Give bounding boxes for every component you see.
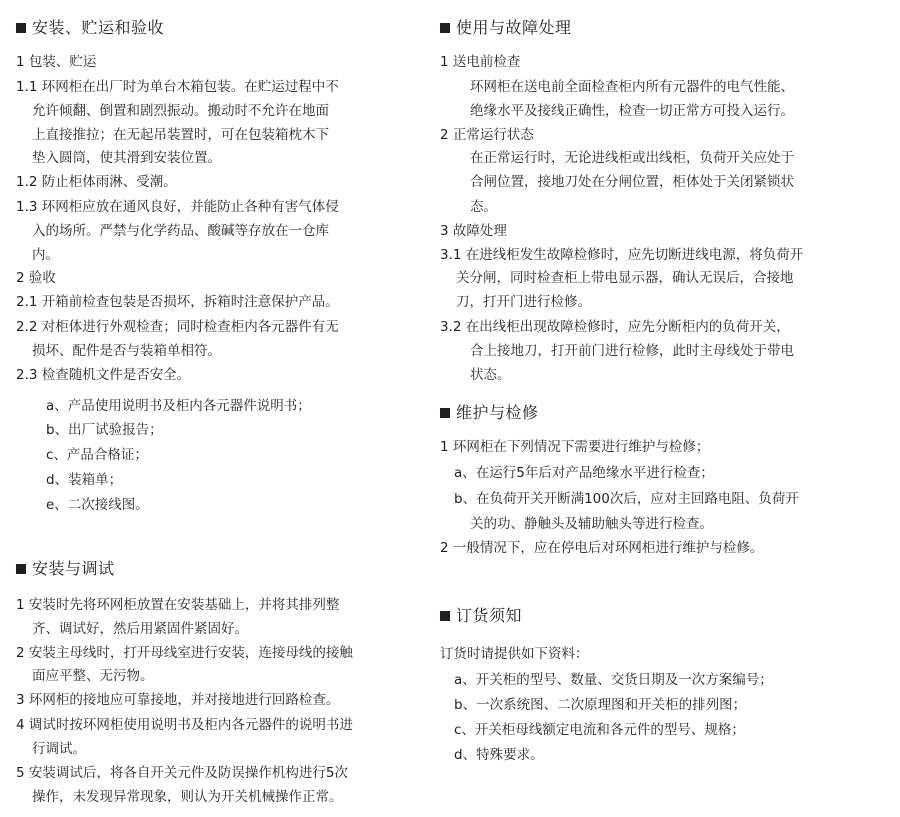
section-title-install-debug: 安装与调试	[16, 558, 115, 580]
list-item: 入的场所。严禁与化学药品、酸碱等存放在一仓库	[32, 223, 329, 239]
list-item: 垫入圆筒，使其滑到安装位置。	[32, 150, 221, 166]
square-bullet-icon	[16, 564, 26, 574]
list-item: b、一次系统图、二次原理图和开关柜的排列图；	[454, 697, 747, 713]
list-item: b、出厂试验报告；	[46, 422, 163, 438]
list-item: 2.1 开箱前检查包装是否损坏，拆箱时注意保护产品。	[16, 294, 339, 310]
list-item: 1 送电前检查	[440, 54, 521, 70]
list-item: 1.3 环网柜应放在通风良好，并能防止各种有害气体侵	[16, 199, 339, 215]
square-bullet-icon	[440, 23, 450, 33]
list-item: 1 包装、贮运	[16, 54, 97, 70]
list-item: 操作，未发现异常现象，则认为开关机械操作正常。	[32, 789, 343, 805]
list-item: 2.3 检查随机文件是否安全。	[16, 367, 191, 383]
list-item: a、在运行5年后对产品绝缘水平进行检查；	[454, 465, 714, 481]
list-item: 3 环网柜的接地应可靠接地，并对接地进行回路检查。	[16, 692, 340, 708]
list-item: 状态。	[470, 367, 511, 383]
list-item: b、在负荷开关开断满100次后，应对主回路电阻、负荷开	[454, 491, 799, 507]
square-bullet-icon	[440, 408, 450, 418]
list-item: a、开关柜的型号、数量、交货日期及一次方案编号；	[454, 672, 773, 688]
list-item: 2 正常运行状态	[440, 127, 534, 143]
list-item: 在正常运行时，无论进线柜或出线柜，负荷开关应处于	[470, 150, 794, 166]
list-item: 2.2 对柜体进行外观检查；同时检查柜内各元器件有无	[16, 319, 339, 335]
list-item: 齐、调试好，然后用紧固件紧固好。	[32, 621, 248, 637]
list-item: 行调试。	[32, 741, 86, 757]
list-item: 4 调试时按环网柜使用说明书及柜内各元器件的说明书进	[16, 717, 353, 733]
list-item: c、产品合格证；	[46, 447, 148, 463]
list-item: 3.2 在出线柜出现故障检修时，应先分断柜内的负荷开关，	[440, 319, 790, 335]
list-item: 内。	[32, 247, 59, 263]
list-item: 3.1 在进线柜发生故障检修时，应先切断进线电源，将负荷开	[440, 247, 804, 263]
list-item: d、装箱单；	[46, 472, 123, 488]
section-title-use-fault: 使用与故障处理	[440, 17, 572, 39]
section-title-ordering: 订货须知	[440, 605, 522, 627]
list-item: 5 安装调试后，将各自开关元件及防误操作机构进行5次	[16, 765, 348, 781]
list-item: 允许倾翻、倒置和剧烈振动。搬动时不允许在地面	[32, 103, 329, 119]
list-item: e、二次接线图。	[46, 497, 149, 513]
list-item: 关分闸，同时检查柜上带电显示器，确认无误后，合接地	[456, 270, 794, 286]
list-item: 2 安装主母线时，打开母线室进行安装，连接母线的接触	[16, 645, 353, 661]
list-item: 1 安装时先将环网柜放置在安装基础上，并将其排列整	[16, 597, 340, 613]
list-item: 环网柜在送电前全面检查柜内所有元器件的电气性能、	[470, 79, 794, 95]
list-item: 3 故障处理	[440, 223, 507, 239]
list-item: 关的功、静触头及辅助触头等进行检查。	[470, 516, 713, 532]
list-item: c、开关柜母线额定电流和各元件的型号、规格；	[454, 722, 745, 738]
list-item: a、产品使用说明书及柜内各元器件说明书；	[46, 398, 311, 414]
list-item: 损坏、配件是否与装箱单相符。	[32, 343, 221, 359]
list-item: 1.1 环网柜在出厂时为单台木箱包装。在贮运过程中不	[16, 79, 339, 95]
list-item: d、特殊要求。	[454, 747, 544, 763]
list-item: 合上接地刀，打开前门进行检修，此时主母线处于带电	[470, 343, 794, 359]
list-item: 面应平整、无污物。	[32, 668, 154, 684]
section-title-maintenance: 维护与检修	[440, 402, 539, 424]
list-item: 合闸位置，接地刀处在分闸位置，柜体处于关闭紧锁状	[470, 174, 794, 190]
list-item: 2 一般情况下，应在停电后对环网柜进行维护与检修。	[440, 540, 764, 556]
list-item: 上直接推拉；在无起吊装置时，可在包装箱枕木下	[32, 127, 329, 143]
list-item: 刀，打开门进行检修。	[456, 294, 591, 310]
section-title-install-transport: 安装、贮运和验收	[16, 17, 164, 39]
list-item: 态。	[470, 199, 497, 215]
square-bullet-icon	[440, 611, 450, 621]
list-item: 绝缘水平及接线正确性，检查一切正常方可投入运行。	[470, 103, 794, 119]
list-item: 2 验收	[16, 270, 56, 286]
square-bullet-icon	[16, 23, 26, 33]
list-item: 1.2 防止柜体雨淋、受潮。	[16, 174, 177, 190]
list-item: 订货时请提供如下资料：	[440, 646, 589, 662]
list-item: 1 环网柜在下列情况下需要进行维护与检修；	[440, 439, 710, 455]
